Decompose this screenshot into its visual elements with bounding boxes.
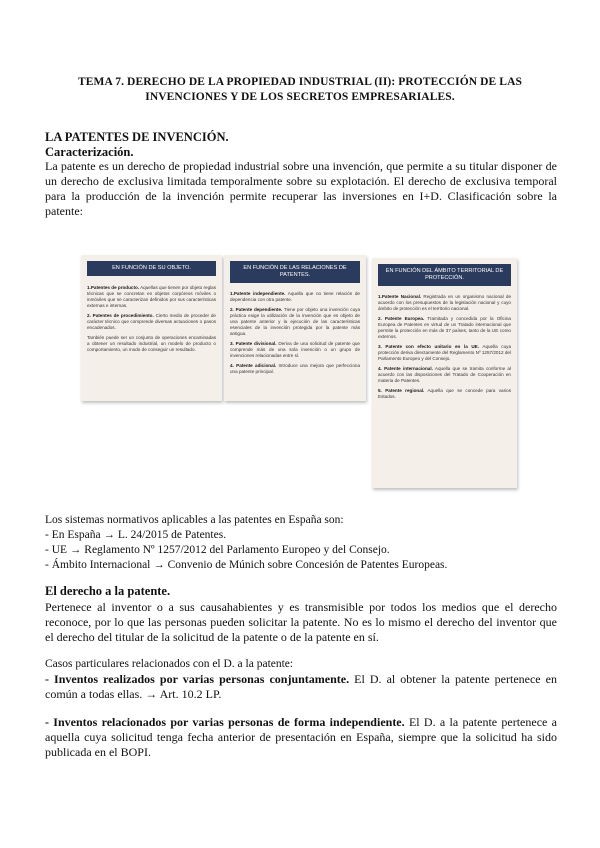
subheading-caracterizacion: Caracterización. (45, 145, 134, 159)
box-body: 1.Patente Nacional. Registrada en un organismo nacional de acuerdo con los presupuestos de la legislación nacional y cuyo ámbito de protección es el territorio nacional. 2. Patente Europea. Tramitada y concedida por la Oficina Europea de Patentes en virtud de un Tratado internacional que permite la protección en más de 37 países, tanto de la UE como externos. 3. Patente con efecto unitario en la UE. Aquella cuya protección deriva directamente del Reglamento Nº 1257/2012 del Parlamento Europeo y del Consejo. 4. Patente internacional. Aquella que se tramita conforme al acuerdo con las disposiciones del Tratado de Cooperación en materia de Patentes. 5. Patente regional. Aquella que se concede para varios Estados. (378, 294, 512, 399)
cases-intro: Casos particulares relacionados con el D. a la patente: (45, 658, 294, 670)
box-body: 1.Patentes de producto. Aquellas que tienen por objeto reglas técnicas que se concretan en objetos corpóreos móviles o inmóviles que se caracterizan definidos por sus características externas e internas. 2. Patentes de procedimiento. Cierto medio de proceder de carácter técnico que comprende diversas actuaciones o pasos encadenados. También puede ser un conjunto de operaciones encaminadas a obtener un resultado industrial, un modelo de producto o comportamiento, un modo de conseguir un resultado. (87, 285, 217, 352)
document-title (60, 75, 540, 105)
systems-item-internacional: - Ámbito Internacional → Convenio de Múnich sobre Concesión de Patentes Europeas. (45, 559, 448, 571)
classification-box-ambito (372, 258, 517, 488)
box-header: EN FUNCIÓN DE LAS RELACIONES DE PATENTES. (230, 261, 360, 283)
box-body: 1.Patente independiente. Aquella que no tiene relación de dependencia con otra patente. 2. Patente dependiente. Tiene por objeto una invención cuya práctica exige la utilización de la invención que es objeto de una patente anterior y la ejecución de las características esenciales de la invención protegida por la patente más antigua. 3. Patente divisional. Deriva de una solicitud de patente que comprende más de una sola invención o un grupo de invenciones relacionadas entre sí. 4. Patente adicional. Introduce una mejora que perfecciona una patente principal. (230, 291, 361, 374)
systems-item-espana: - En España → L. 24/2015 de Patentes. (45, 529, 227, 541)
paragraph-caracterizacion: La patente es un derecho de propiedad industrial sobre una invención, que permite a su titular disponer de un derecho de exclusiva limitada temporalmente sobre su explotación. El derecho de exclusiva temporal para la producción de la invención permite recuperar las inversiones en I+D. Clasificación sobre la patente: (45, 159, 557, 218)
case-independiente: - Inventos relacionados por varias personas de forma independiente. El D. a la patente pertenece a aquella cuya solicitud tenga fecha anterior de presentación en España, siempre que la solicitud ha sido publicada en el BOPI. (45, 715, 557, 759)
classification-box-relaciones (224, 255, 366, 401)
box-header: EN FUNCIÓN DEL ÁMBITO TERRITORIAL DE PROTECCIÓN. (378, 264, 511, 286)
title-line-1: TEMA 7. DERECHO DE LA PROPIEDAD INDUSTRIAL (II): PROTECCIÓN DE LAS (78, 76, 522, 88)
case-conjunta: - Inventos realizados por varias personas conjuntamente. El D. al obtener la patente pertenece en común a todas ellas. → Art. 10.2 LP. (45, 672, 557, 701)
section-heading-patentes: LA PATENTES DE INVENCIÓN. (45, 130, 229, 144)
title-line-2: INVENCIONES Y DE LOS SECRETOS EMPRESARIALES. (145, 91, 455, 103)
box-header: EN FUNCIÓN DE SU OBJETO. (87, 261, 216, 276)
systems-item-ue: - UE → Reglamento Nº 1257/2012 del Parlamento Europeo y del Consejo. (45, 544, 390, 556)
systems-intro: Los sistemas normativos aplicables a las patentes en España son: (45, 514, 344, 526)
section-heading-derecho: El derecho a la patente. (45, 584, 171, 598)
paragraph-derecho: Pertenece al inventor o a sus causahabientes y es transmisible por todos los medios que el derecho reconoce, por lo que las personas pueden solicitar la patente. No es lo mismo el derecho del inventor que el derecho del titular de la solicitud de la patente o de la patente en sí. (45, 600, 557, 644)
classification-box-objeto (81, 255, 222, 401)
